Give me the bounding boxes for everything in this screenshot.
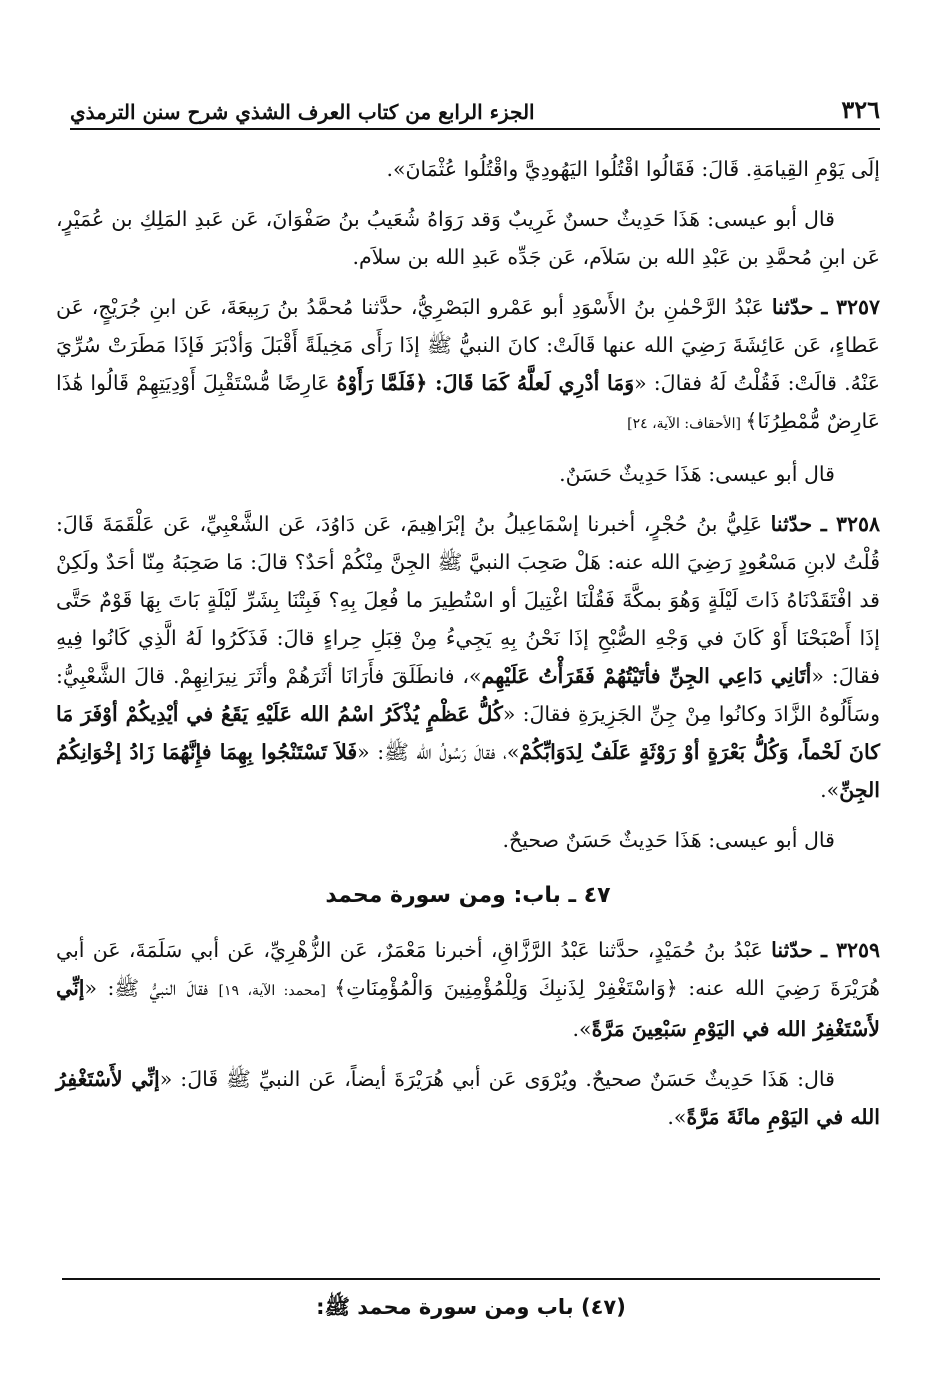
- verse-reference: [الأحقاف: الآية، ٢٤]: [627, 416, 746, 432]
- quran-verse: عَارِضًا مُّسْتَقْبِلَ أَوْدِيَتِهِمْ قَالُوا هَٰذَا عَارِضٌ مُّمْطِرُنَا﴾: [56, 371, 880, 433]
- chapter-heading: ٤٧ ـ باب: ومن سورة محمد: [325, 883, 611, 908]
- hadith-text: »، فانطَلَقَ فأَرَانَا أثَرَهُمْ وأثَرَ نِيرَانِهِمْ. قالَ الشَّعْبِيُّ: وسَأَلُوهُ الزَّادَ وكانُوا مِنْ جِنِّ الجَزِيرَةِ فقالَ: «: [56, 664, 880, 726]
- page-number: ٣٢٦: [841, 95, 880, 124]
- prophet-quote: إنِّي لأَسْتَغْفِرُ الله في اليَوْمِ سَبْعِينَ مَرَّةً: [56, 976, 880, 1041]
- prophet-quote: وَمَا أدْرِي لَعلَّهُ كَمَا قَالَ: ﴿فَلَمَّا رَأَوْهُ: [336, 371, 635, 395]
- hadith-number: ٣٢٥٩ ـ: [821, 938, 880, 962]
- paragraph-text: ».: [667, 1105, 687, 1129]
- paragraph-text: قال أبو عيسى: هَذَا حَدِيثٌ حَسَنٌ صحيحٌ.: [502, 828, 835, 852]
- haddathana-word: حدّثنا: [771, 938, 813, 962]
- footnote: (٤٧) باب ومن سورة محمد ﷺ:: [316, 1295, 626, 1319]
- prophet-quote: كُلُّ عَظْمٍ يُذْكَرُ اسْمُ الله عَلَيْهِ يَقَعُ في أيْدِيكُمْ أوْفَرَ مَا كانَ لَحْماً، وَكُلُّ بَعْرَةٍ أوْ رَوْثَةٍ عَلَفٌ لِدَوَابِّكُمْ: [56, 702, 880, 764]
- hadith-text: فقالَ النبيُّ ﷺ: «: [84, 976, 219, 1000]
- hadith-text: »، فقالَ رَسُولُ الله ﷺ: «: [357, 740, 520, 764]
- hadith-3257: [56, 288, 880, 443]
- haddathana-word: حدّثنا: [770, 512, 813, 536]
- tirmidhi-comment: [56, 821, 880, 859]
- paragraph-text: إلَى يَوْمِ القِيامَةِ. قَالَ: فَقَالُوا اقْتُلُوا اليَهُودِيَّ واقْتُلُوا عُثْمَانَ».: [386, 157, 880, 181]
- paragraph-text: قال أبو عيسى: هَذَا حَدِيثٌ حَسَنٌ.: [559, 462, 835, 486]
- haddathana-word: حدّثنا: [771, 295, 814, 319]
- hadith-3258: [56, 505, 880, 809]
- prophet-quote: أتَانِي دَاعِي الجِنِّ فأتَيْتُهُمْ فَقَرَأْتُ عَلَيْهِم: [481, 664, 812, 688]
- quran-verse: ﴿وَاسْتَغْفِرْ لِذَنبِكَ وَلِلْمُؤْمِنِينَ وَالْمُؤْمِنَاتِ﴾: [334, 976, 678, 1000]
- verse-reference: [محمد: الآية، ١٩]: [218, 983, 335, 999]
- hadith-number: ٣٢٥٧ ـ: [821, 295, 880, 319]
- paragraph-text: قال: هَذَا حَدِيثٌ حَسَنٌ صحيحٌ. ويُرْوَى عَن أبي هُرَيْرَةَ أيضاً، عَن النبيِّ ﷺ قَالَ: «: [159, 1067, 835, 1091]
- tirmidhi-comment: [56, 1060, 880, 1136]
- tirmidhi-comment: [56, 200, 880, 276]
- hadith-number: ٣٢٥٨ ـ: [820, 512, 880, 536]
- paragraph-text: قال أبو عيسى: هَذَا حَدِيثٌ حسنٌ غَرِيبٌ وَقد رَوَاهُ شُعَيبُ بنُ صَفْوَانَ، عَن عَبدِ المَلِكِ بن عُمَيْرٍ، عَن ابنِ مُحمَّدِ بن عَبْدِ الله بن سَلاَم، عَن جَدِّه عَبدِ الله بن سلاَم.: [56, 207, 880, 269]
- running-title: الجزء الرابع من كتاب العرف الشذي شرح سنن الترمذي: [70, 100, 535, 124]
- hadith-continuation: [56, 150, 880, 188]
- hadith-text: عَبْدُ الرَّحْمٰنِ بنُ الأَسْوَدِ أبو عَمْرو البَصْرِيُّ، حدَّثنا مُحمَّدُ بنُ رَبِيعَةَ، عَن ابنِ جُرَيْجٍ، عَن عَطاءٍ، عَن عَائِشَةَ رَضِيَ الله عنها قَالَتْ: كانَ النبيُّ ﷺ إذَا رَأَى مَخِيلَةً أَقْبَلَ وَأدْبَرَ فَإذَا مَطَرَتْ سُرِّيَ عَنْهُ. قالَتْ: فَقُلْتُ لَهُ فقالَ: «: [56, 295, 880, 395]
- hadith-text: عَلِيُّ بنُ حُجْرٍ، أخبرنا إسْمَاعِيلُ بنُ إبْرَاهِيمَ، عَن دَاوُدَ، عَن الشَّعْبِيِّ، عَن عَلْقَمَةَ قَالَ: قُلْتُ لابنِ مَسْعُودٍ رَضِيَ الله عنه: هَلْ صَحِبَ النبيَّ ﷺ الجِنَّ مِنْكُمْ أحَدٌ؟ قالَ: مَا صَحِبَهُ مِنّا أحَدٌ ولَكِنْ قد افْتَقَدْنَاهُ ذَاتَ لَيْلَةٍ وَهُوَ بمكَّةَ فَقُلْنَا اغْتِيلَ أو اسْتُطِيرَ ما فُعِلَ بِهِ؟ فَبِتْنَا بِشَرِّ لَيْلَةٍ بَاتَ بِهَا قَوْمٌ حَتَّى إذَا أَصْبَحْنَا أَوْ كَانَ في وَجْهِ الصُّبْحِ إذَا نَحْنُ بِهِ يَجِيءُ مِنْ قِبَلِ حِراءٍ قالَ: فَذَكَرُوا لَهُ الَّذِي كَانُوا فِيهِ فقالَ: «: [56, 512, 881, 688]
- footnote-divider: [62, 1278, 880, 1280]
- hadith-text: ».: [820, 778, 840, 802]
- prophet-quote: إنِّي لأَسْتَغْفِرُ الله في اليَوْمِ مائَةَ مَرَّةً: [56, 1067, 880, 1129]
- hadith-text: عَبْدُ بنُ حُمَيْدٍ، حدَّثنا عَبْدُ الرَّزَّاقِ، أخبرنا مَعْمَرٌ، عَن الزُّهْرِيِّ، عَن أبي سَلَمَةَ، عَن أبي هُرَيْرَةَ رَضِيَ الله عنه:: [56, 938, 880, 1000]
- prophet-quote: فَلاَ تَسْتَنْجُوا بِهِمَا فإِنَّهُمَا زَادُ إخْوَانِكُمُ الجِنِّ: [56, 740, 880, 802]
- hadith-text: ».: [572, 1017, 592, 1041]
- hadith-3259: [56, 931, 880, 1048]
- tirmidhi-comment: [56, 455, 880, 493]
- page-header: [70, 84, 880, 130]
- page-body: [56, 150, 880, 1148]
